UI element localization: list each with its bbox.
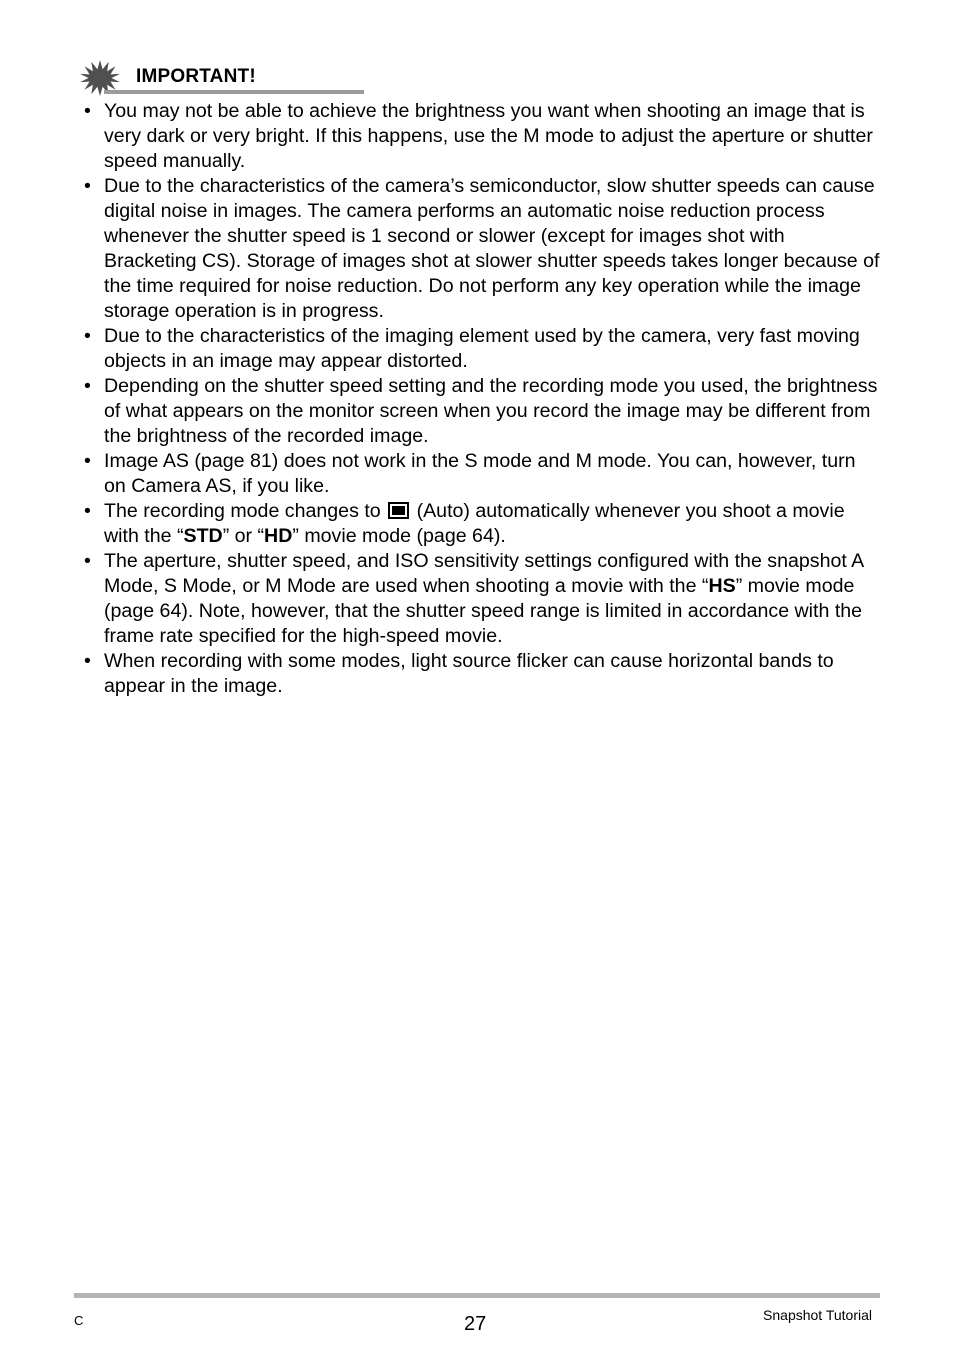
bullet-glyph: •	[84, 325, 91, 347]
list-item	[80, 99, 880, 174]
footer-rule	[74, 1293, 880, 1298]
bullet-glyph: •	[84, 100, 91, 122]
list-item	[80, 649, 880, 699]
bullet-text: The aperture, shutter speed, and ISO sensitivity settings configured with the snapshot A Mode, S Mode, or M Mode are used when shooting a movie with the “	[104, 550, 864, 597]
bullet-text: Depending on the shutter speed setting and the recording mode you used, the brightness of what appears on the monitor screen when you record the image may be different from the brightness of the recorded image.	[104, 375, 878, 447]
list-item	[80, 174, 880, 324]
bullet-glyph: •	[84, 550, 91, 572]
list-item	[80, 449, 880, 499]
bold-term: HD	[264, 525, 293, 547]
list-item	[80, 499, 880, 549]
bold-term: STD	[183, 525, 223, 547]
important-label: IMPORTANT!	[136, 66, 256, 87]
bullet-glyph: •	[84, 450, 91, 472]
bullet-text: Due to the characteristics of the camera’s semiconductor, slow shutter speeds can cause digital noise in images. The camera performs an automatic noise reduction process whenever the shutter speed is 1 second or slower (except for images shot with Bracketing CS). Storage of images shot at slower shutter speeds takes longer because of the time required for noise reduction. Do not perform any key operation while the image storage operation is in progress.	[104, 175, 880, 322]
bullet-text: When recording with some modes, light source flicker can cause horizontal bands to appear in the image.	[104, 650, 834, 697]
bold-term: HS	[708, 575, 736, 597]
list-item	[80, 374, 880, 449]
important-header	[80, 60, 290, 96]
section-title: Snapshot Tutorial	[763, 1307, 872, 1323]
bullet-glyph: •	[84, 175, 91, 197]
bullet-text: Due to the characteristics of the imaging element used by the camera, very fast moving objects in an image may appear distorted.	[104, 325, 860, 372]
bullet-text: Image AS (page 81) does not work in the S mode and M mode. You can, however, turn on Camera AS, if you like.	[104, 450, 856, 497]
important-notes-list	[80, 99, 880, 699]
bullet-glyph: •	[84, 500, 91, 522]
bullet-text: ” movie mode (page 64).	[292, 525, 506, 547]
page-number: 27	[464, 1313, 487, 1335]
footer-language-mark: C	[74, 1313, 84, 1328]
bullet-glyph: •	[84, 650, 91, 672]
auto-mode-icon	[388, 502, 409, 519]
bullet-glyph: •	[84, 375, 91, 397]
bullet-text: You may not be able to achieve the brightness you want when shooting an image that is very dark or very bright. If this happens, use the M mode to adjust the aperture or shutter speed manually.	[104, 100, 873, 172]
bullet-text: ” movie mode (page 64). Note, however, that the shutter speed range is limited in accordance with the frame rate specified for the high-speed movie.	[104, 575, 863, 647]
important-underline	[104, 90, 364, 94]
bullet-text: The recording mode changes to	[104, 500, 381, 522]
list-item	[80, 549, 880, 649]
list-item	[80, 324, 880, 374]
bullet-text: (Auto) automatically whenever you shoot a movie with the “	[104, 500, 845, 547]
bullet-text: ” or “	[222, 525, 265, 547]
